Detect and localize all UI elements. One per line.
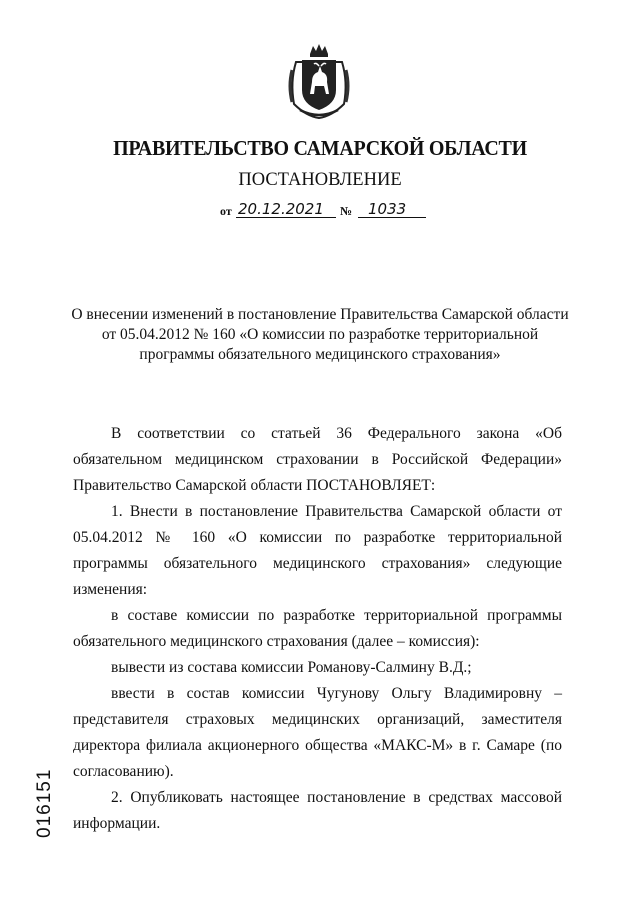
document-type: ПОСТАНОВЛЕНИЕ [238, 170, 402, 190]
subject-line: О внесении изменений в постановление Правительства Самарской области [71, 306, 569, 323]
body-paragraph: 2. Опубликовать настоящее постановление в средствах массовой информации. [73, 789, 562, 832]
serial-number-stamp: 016151 [34, 768, 55, 838]
body-paragraph: в составе комиссии по разработке территориальной программы обязательного медицинского страхования (далее – комиссия): [73, 607, 562, 650]
number-prefix: № [340, 204, 353, 218]
document-subject [60, 305, 580, 365]
number-underline [358, 217, 426, 218]
date-number-line [214, 200, 434, 222]
subject-line: программы обязательного медицинского страхования» [139, 346, 501, 363]
body-paragraph: В соответствии со статьей 36 Федерального закона «Об обязательном медицинском страховании в Российской Федерации» Правительство Самарской области ПОСТАНОВЛЯЕТ: [73, 425, 562, 494]
handwritten-number: 1033 [368, 200, 407, 218]
handwritten-date: 20.12.2021 [238, 200, 324, 218]
body-paragraph: вывести из состава комиссии Романову-Салмину В.Д.; [111, 659, 472, 676]
date-underline [236, 217, 336, 218]
subject-line: от 05.04.2012 № 160 «О комиссии по разработке территориальной [101, 326, 539, 343]
organization-title: ПРАВИТЕЛЬСТВО САМАРСКОЙ ОБЛАСТИ [113, 136, 527, 160]
body-paragraph: 1. Внести в постановление Правительства Самарской области от 05.04.2012 № 160 «О комиссии по разработке территориальной программы обязательного медицинского страхования» следующие изменения: [73, 503, 562, 598]
samara-coat-of-arms-icon [286, 42, 352, 120]
document-body [73, 421, 562, 837]
date-prefix: от [220, 204, 232, 218]
body-paragraph: ввести в состав комиссии Чугунову Ольгу Владимировну – представителя страховых медицинских организаций, заместителя директора филиала акционерного общества «МАКС-М» в г. Самаре (по согласованию). [73, 685, 562, 780]
